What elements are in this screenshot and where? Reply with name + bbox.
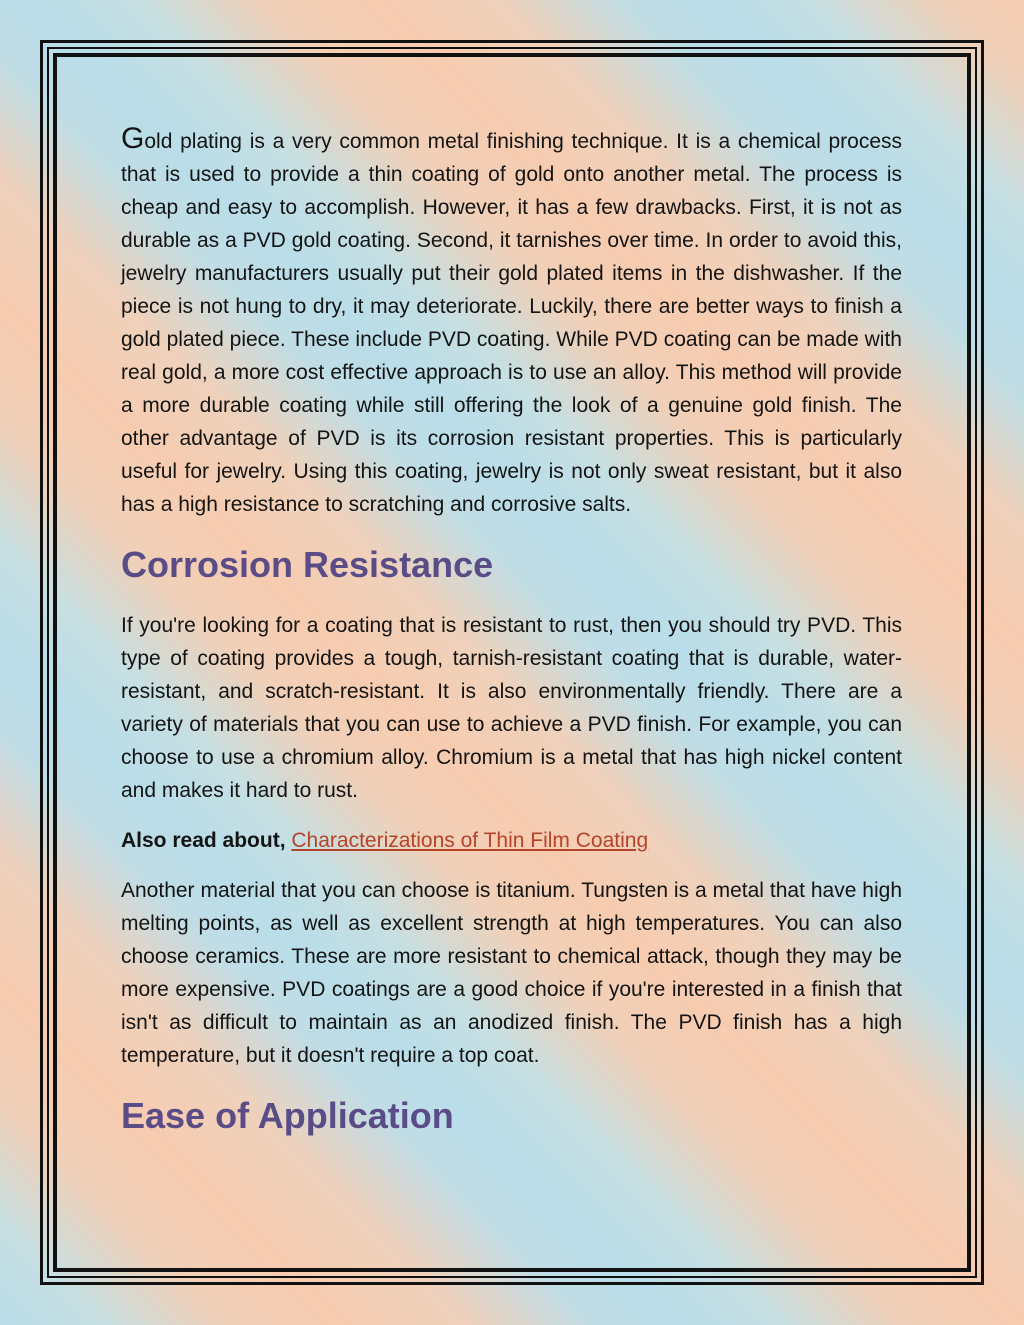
also-read-link[interactable]: Characterizations of Thin Film Coating [291,829,649,852]
heading-ease-of-application: Ease of Application [121,1095,454,1136]
intro-paragraph [121,122,902,521]
also-read-label: Also read about, [121,829,286,852]
intro-text: old plating is a very common metal finishing technique. It is a chemical process that is used to provide a thin coating of gold onto another metal. The process is cheap and easy to accomplish. However, it has a few drawbacks. First, it is not as durable as a PVD gold coating. Second, it tarnishes over time. In order to avoid this, jewelry manufacturers usually put their gold plated items in the dishwasher. If the piece is not hung to dry, it may deteriorate. Luckily, there are better ways to finish a gold plated piece. These include PVD coating. While PVD coating can be made with real gold, a more cost effective approach is to use an alloy. This method will provide a more durable coating while still offering the look of a genuine gold finish. The other advantage of PVD is its corrosion resistant properties. This is particularly useful for jewelry. Using this coating, jewelry is not only sweat resistant, but it also has a high resistance to scratching and corrosive salts. [121,130,902,516]
corrosion-paragraph: If you're looking for a coating that is resistant to rust, then you should try PVD. This type of coating provides a tough, tarnish-resistant coating that is durable, water-resistant, and scratch-resistant. It is also environmentally friendly. There are a variety of materials that you can use to achieve a PVD finish. For example, you can choose to use a chromium alloy. Chromium is a metal that has high nickel content and makes it hard to rust. [121,614,902,802]
heading-corrosion-resistance: Corrosion Resistance [121,544,494,585]
materials-paragraph: Another material that you can choose is titanium. Tungsten is a metal that have high melting points, as well as excellent strength at high temperatures. You can also choose ceramics. These are more resistant to chemical attack, though they may be more expensive. PVD coatings are a good choice if you're interested in a finish that isn't as difficult to maintain as an anodized finish. The PVD finish has a high temperature, but it doesn't require a top coat. [121,879,902,1067]
dropcap-letter: G [121,122,145,155]
also-read-line [121,824,902,857]
document-body [121,122,902,1138]
